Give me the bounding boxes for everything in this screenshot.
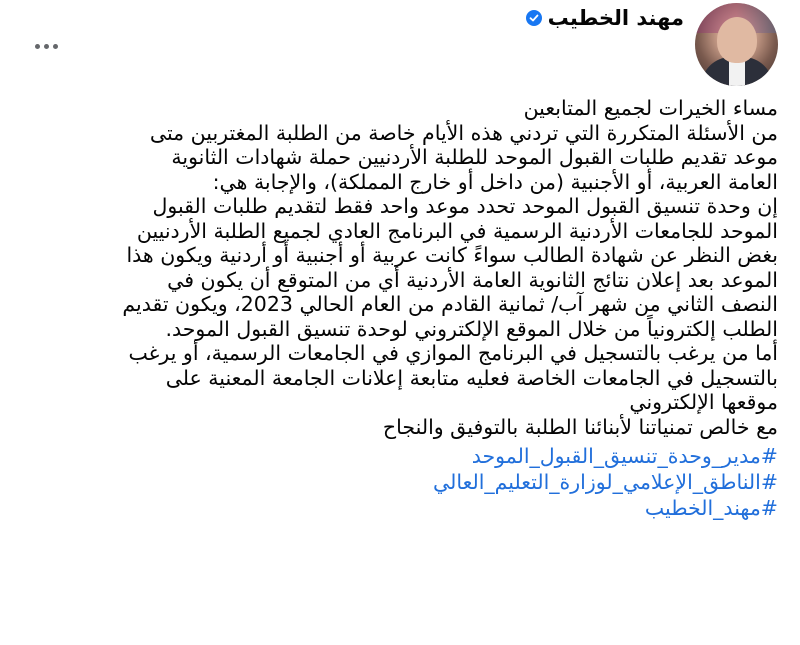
more-horizontal-icon [35, 44, 58, 49]
hashtag-link[interactable]: #مدير_وحدة_تنسيق_القبول_الموحد [471, 444, 778, 468]
author-avatar[interactable] [695, 3, 778, 86]
post-text-line: مساء الخيرات لجميع المتابعين [523, 96, 778, 120]
post-text-line: من الأسئلة المتكررة التي تردني هذه الأيام خاصة من الطلبة المغتربين متى [149, 120, 778, 145]
hashtag-link[interactable]: #مهند_الخطيب [644, 496, 778, 520]
post-text-line: الموحد للجامعات الأردنية الرسمية في البرنامج العادي لجميع الطلبة الأردنيين [136, 218, 778, 243]
author-name[interactable]: مهند الخطيب [547, 6, 684, 30]
post-text-line: النصف الثاني من شهر آب/ ثمانية القادم من العام الحالي 2023، ويكون تقديم [122, 292, 778, 316]
post-text-line: الطلب إلكترونياً من خلال الموقع الإلكتروني لوحدة تنسيق القبول الموحد. [165, 316, 778, 341]
post-text-line: موعد تقديم طلبات القبول الموحد للطلبة الأردنيين حملة شهادات الثانوية [171, 145, 778, 169]
post-text-line: مع خالص تمنياتنا لأبنائنا الطلبة بالتوفيق والنجاح [382, 414, 778, 439]
more-options-button[interactable] [28, 34, 64, 58]
post-body [20, 96, 778, 521]
post-header [0, 0, 800, 92]
post-text-line: بغض النظر عن شهادة الطالب سواءً كانت عربية أو أجنبية أو أردنية ويكون هذا [126, 243, 778, 267]
hashtag-list [20, 443, 778, 521]
post-text-line: بالتسجيل في الجامعات الخاصة فعليه متابعة إعلانات الجامعة المعنية على [165, 365, 778, 390]
hashtag-link[interactable]: #الناطق_الإعلامي_لوزارة_التعليم_العالي [433, 470, 778, 494]
post-text-line: الموعد بعد إعلان نتائج الثانوية العامة الأردنية أي من المتوقع أن يكون في [167, 267, 778, 292]
post-text-line: العامة العربية، أو الأجنبية (من داخل أو خارج المملكة)، والإجابة هي: [212, 169, 778, 194]
verified-badge-icon [526, 10, 542, 26]
post-text-line: موقعها الإلكتروني [629, 390, 778, 414]
post-text-line: إن وحدة تنسيق القبول الموحد تحدد موعد واحد فقط لتقديم طلبات القبول [152, 194, 778, 218]
author-row [526, 6, 684, 30]
post-text-line: أما من يرغب بالتسجيل في البرنامج الموازي في الجامعات الرسمية، أو يرغب [128, 341, 778, 365]
